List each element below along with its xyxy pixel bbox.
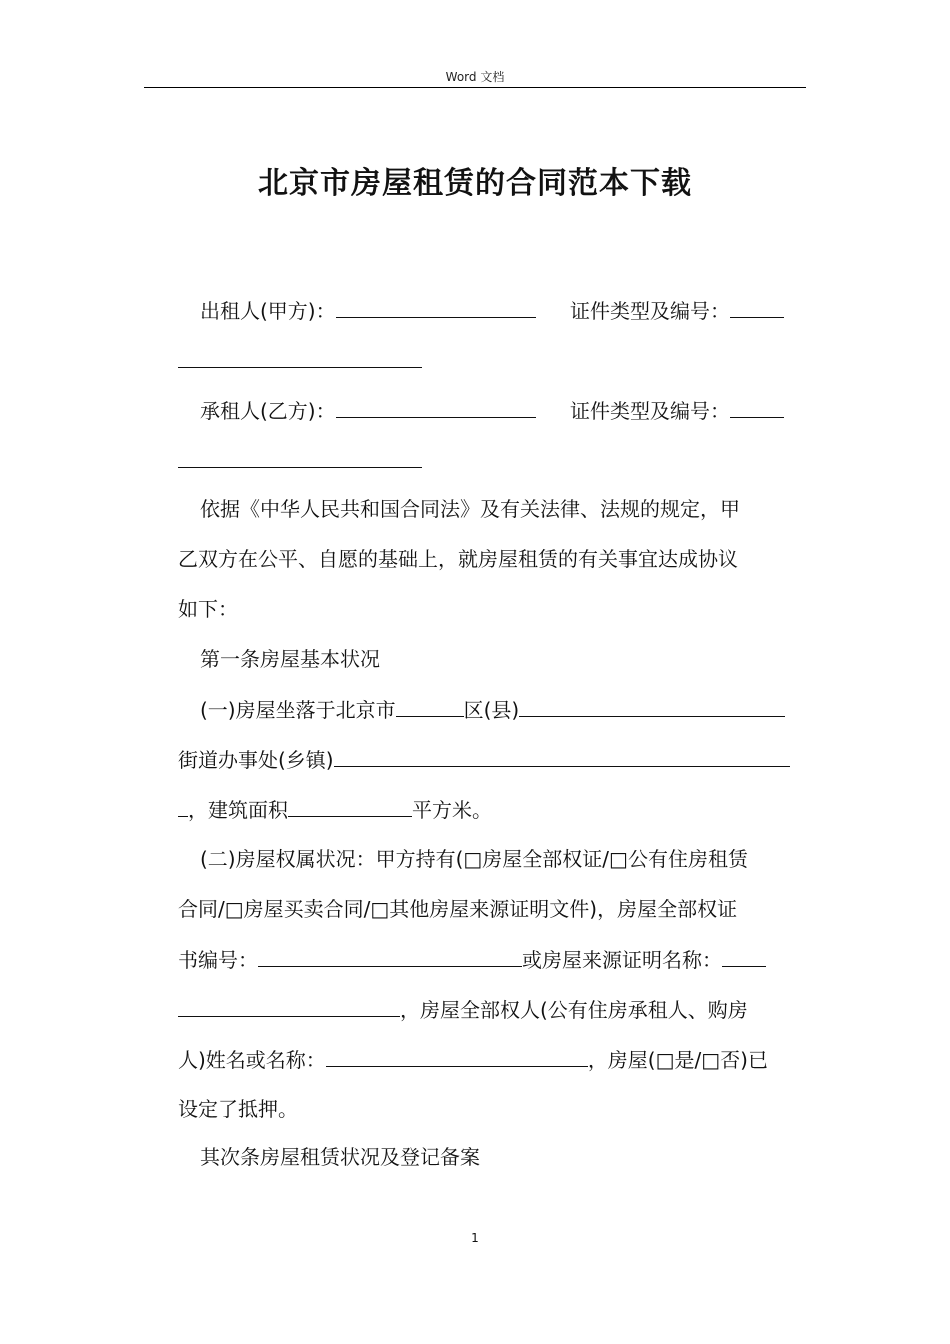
preamble-line-3: 如下： — [178, 597, 238, 621]
lessor-label: 出租人(甲方)： — [200, 299, 336, 323]
preamble-line-2: 乙双方在公平、自愿的基础上，就房屋租赁的有关事宜达成协议 — [178, 547, 738, 571]
source-name-blank-2[interactable] — [178, 997, 400, 1017]
location-label-a: (一)房屋坐落于北京市 — [200, 698, 396, 722]
cert-no-blank[interactable] — [258, 947, 522, 967]
area-blank[interactable] — [288, 797, 412, 817]
lessee-id-blank-2[interactable] — [178, 448, 422, 468]
owner-label: ，房屋全部权人(公有住房承租人、购房 — [400, 998, 748, 1022]
lessee-id-continuation — [178, 448, 422, 472]
location-label-b: 区(县) — [463, 698, 520, 722]
owner-name-label: 人)姓名或名称： — [178, 1048, 326, 1072]
source-name-blank[interactable] — [722, 947, 766, 967]
location-line — [200, 697, 785, 721]
document-title: 北京市房屋租赁的合同范本下载 — [258, 166, 692, 201]
ownership-line-2: 合同/□房屋买卖合同/□其他房屋来源证明文件)，房屋全部权证 — [178, 897, 738, 921]
lessee-name-blank[interactable] — [336, 398, 536, 418]
area-line — [178, 797, 492, 821]
lessee-line — [200, 398, 536, 422]
ownership-line-1: (二)房屋权属状况：甲方持有(□房屋全部权证/□公有住房租赁 — [200, 847, 748, 871]
page-header: Word 文档 — [445, 70, 505, 84]
lessor-id-blank[interactable] — [730, 298, 784, 318]
header-rule — [144, 87, 806, 88]
area-label: ，建筑面积 — [188, 798, 288, 822]
lessor-name-blank[interactable] — [336, 298, 536, 318]
mortgage-label: ，房屋(□是/□否)已 — [587, 1048, 768, 1072]
lessee-id-blank[interactable] — [730, 398, 784, 418]
owner-name-blank[interactable] — [326, 1047, 588, 1067]
article1-heading: 第一条房屋基本状况 — [200, 647, 380, 671]
lessee-label: 承租人(乙方)： — [200, 399, 336, 423]
preamble-line-1: 依据《中华人民共和国合同法》及有关法律、法规的规定，甲 — [200, 497, 740, 521]
street-label: 街道办事处(乡镇) — [178, 748, 334, 772]
lessor-id-line — [570, 298, 784, 322]
district-blank[interactable] — [396, 697, 464, 717]
street-blank-end[interactable] — [178, 797, 188, 817]
lessee-id-label: 证件类型及编号： — [570, 399, 730, 423]
owner-line — [178, 997, 748, 1021]
article2-heading: 其次条房屋租赁状况及登记备案 — [200, 1145, 480, 1169]
county-blank[interactable] — [519, 697, 785, 717]
cert-no-label: 书编号： — [178, 948, 258, 972]
lessor-line — [200, 298, 536, 322]
area-unit: 平方米。 — [412, 798, 492, 822]
owner-name-line — [178, 1047, 768, 1071]
street-blank[interactable] — [334, 747, 790, 767]
source-name-label: 或房屋来源证明名称： — [522, 948, 722, 972]
cert-line — [178, 947, 766, 971]
street-line — [178, 747, 790, 771]
lessor-id-continuation — [178, 348, 422, 372]
lessee-id-line — [570, 398, 784, 422]
mortgage-end: 设定了抵押。 — [178, 1097, 298, 1121]
lessor-id-blank-2[interactable] — [178, 348, 422, 368]
page-number: 1 — [471, 1231, 479, 1245]
lessor-id-label: 证件类型及编号： — [570, 299, 730, 323]
